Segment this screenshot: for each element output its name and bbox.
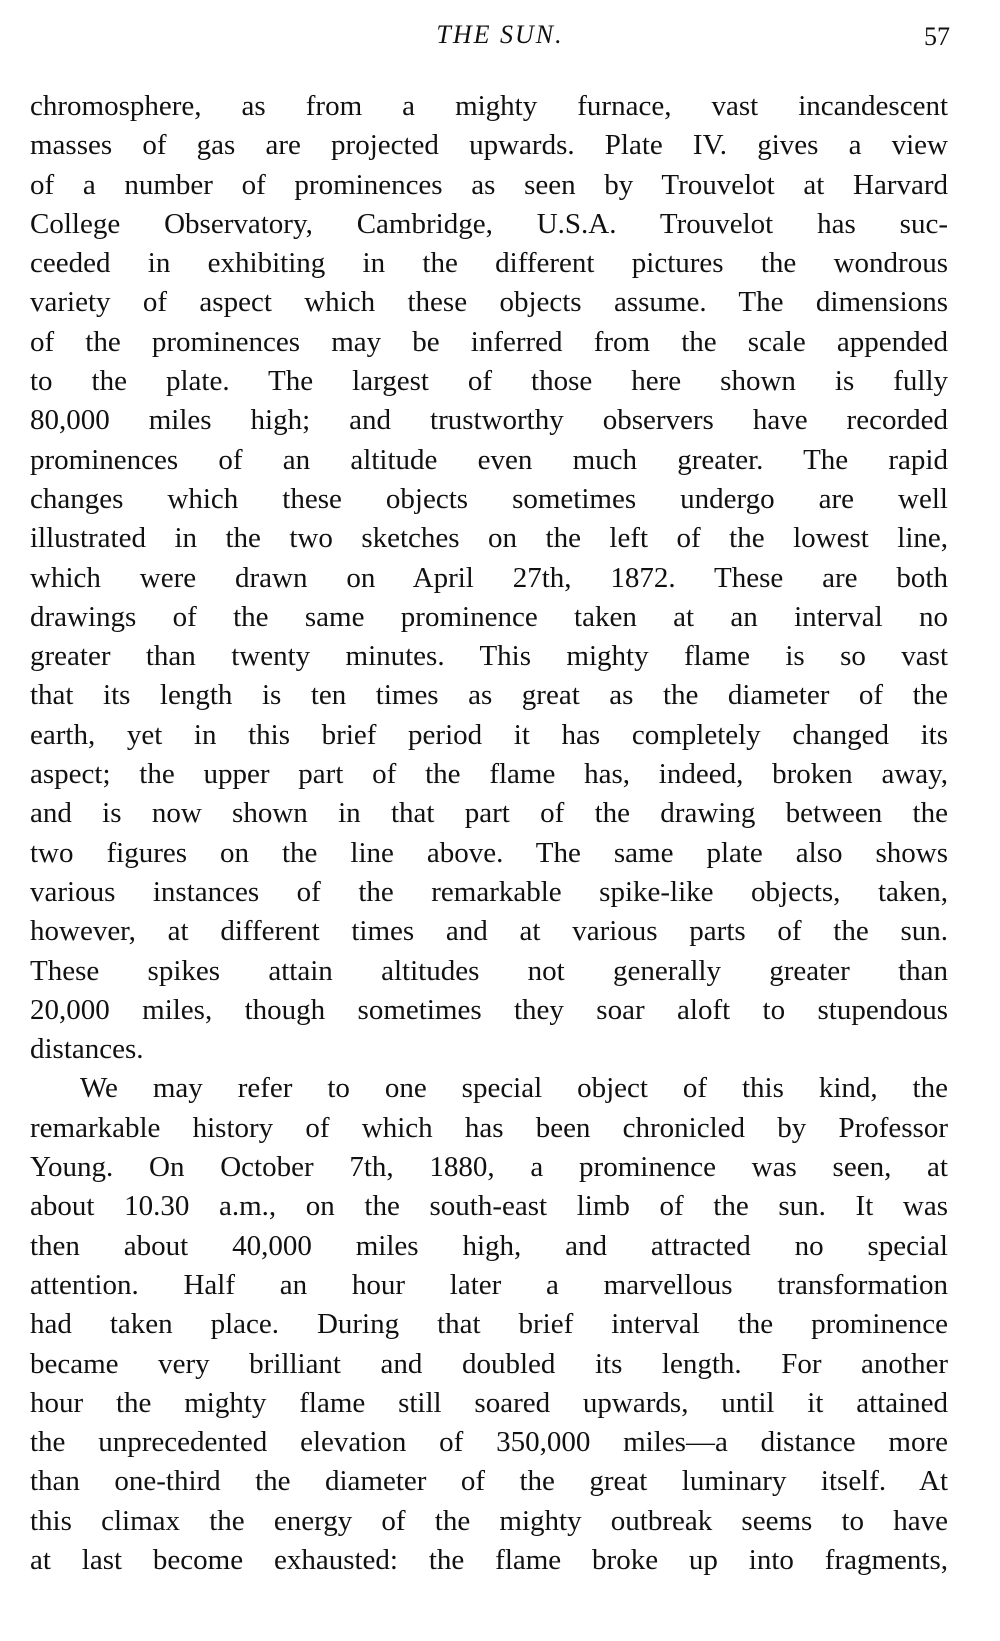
text-line: variety of aspect which these objects assume. The dimensions <box>30 286 948 319</box>
paragraph-1 <box>30 87 948 1069</box>
text-line: that its length is ten times as great as the diameter of the <box>30 679 948 712</box>
text-line: attention. Half an hour later a marvellous transformation <box>30 1268 948 1301</box>
text-line: greater than twenty minutes. This mighty flame is so vast <box>30 640 948 673</box>
text-line: These spikes attain altitudes not generally greater than <box>30 954 948 987</box>
running-title: THE SUN. <box>436 20 564 49</box>
text-line: the unprecedented elevation of 350,000 miles—a distance more <box>30 1426 948 1459</box>
paragraph-2 <box>30 1069 948 1580</box>
text-line: Young. On October 7th, 1880, a prominence was seen, at <box>30 1151 948 1184</box>
text-line: drawings of the same prominence taken at an interval no <box>30 600 948 633</box>
text-line: then about 40,000 miles high, and attracted no special <box>30 1229 948 1262</box>
text-line: of a number of prominences as seen by Trouvelot at Harvard <box>30 168 948 201</box>
text-line: 20,000 miles, though sometimes they soar aloft to stupendous <box>30 993 948 1026</box>
text-line: ceeded in exhibiting in the different pictures the wondrous <box>30 247 948 280</box>
running-head <box>0 14 1000 54</box>
text-line: however, at different times and at various parts of the sun. <box>30 915 948 948</box>
text-line: had taken place. During that brief interval the prominence <box>30 1308 948 1341</box>
text-line: chromosphere, as from a mighty furnace, vast incandescent <box>30 90 948 122</box>
page-number: 57 <box>924 22 950 51</box>
body-text <box>30 87 948 1580</box>
text-line: earth, yet in this brief period it has completely changed its <box>30 718 948 751</box>
text-line: We may refer to one special object of this kind, the <box>80 1072 948 1105</box>
text-line: about 10.30 a.m., on the south-east limb of the sun. It was <box>30 1190 948 1223</box>
text-line: remarkable history of which has been chronicled by Professor <box>30 1111 948 1144</box>
text-line: distances. <box>30 1033 144 1066</box>
text-line: aspect; the upper part of the flame has, indeed, broken away, <box>30 758 948 791</box>
text-line: two figures on the line above. The same plate also shows <box>30 836 948 869</box>
text-line: hour the mighty flame still soared upwards, until it attained <box>30 1386 948 1419</box>
text-line: College Observatory, Cambridge, U.S.A. Trouvelot has suc- <box>30 207 948 240</box>
text-line: to the plate. The largest of those here shown is fully <box>30 365 948 398</box>
text-line: than one-third the diameter of the great luminary itself. At <box>30 1465 948 1498</box>
text-line: 80,000 miles high; and trustworthy observers have recorded <box>30 404 948 437</box>
text-line: this climax the energy of the mighty outbreak seems to have <box>30 1504 948 1537</box>
text-line: at last become exhausted: the flame broke up into fragments, <box>30 1543 948 1576</box>
text-line: illustrated in the two sketches on the left of the lowest line, <box>30 522 948 555</box>
text-line: became very brilliant and doubled its length. For another <box>30 1347 948 1380</box>
text-line: masses of gas are projected upwards. Plate IV. gives a view <box>30 129 948 162</box>
text-line: which were drawn on April 27th, 1872. These are both <box>30 561 948 594</box>
text-line: prominences of an altitude even much greater. The rapid <box>30 443 948 476</box>
text-line: changes which these objects sometimes undergo are well <box>30 482 948 515</box>
text-line: various instances of the remarkable spike-like objects, taken, <box>30 875 948 908</box>
text-line: and is now shown in that part of the drawing between the <box>30 797 948 830</box>
text-line: of the prominences may be inferred from the scale appended <box>30 325 948 358</box>
